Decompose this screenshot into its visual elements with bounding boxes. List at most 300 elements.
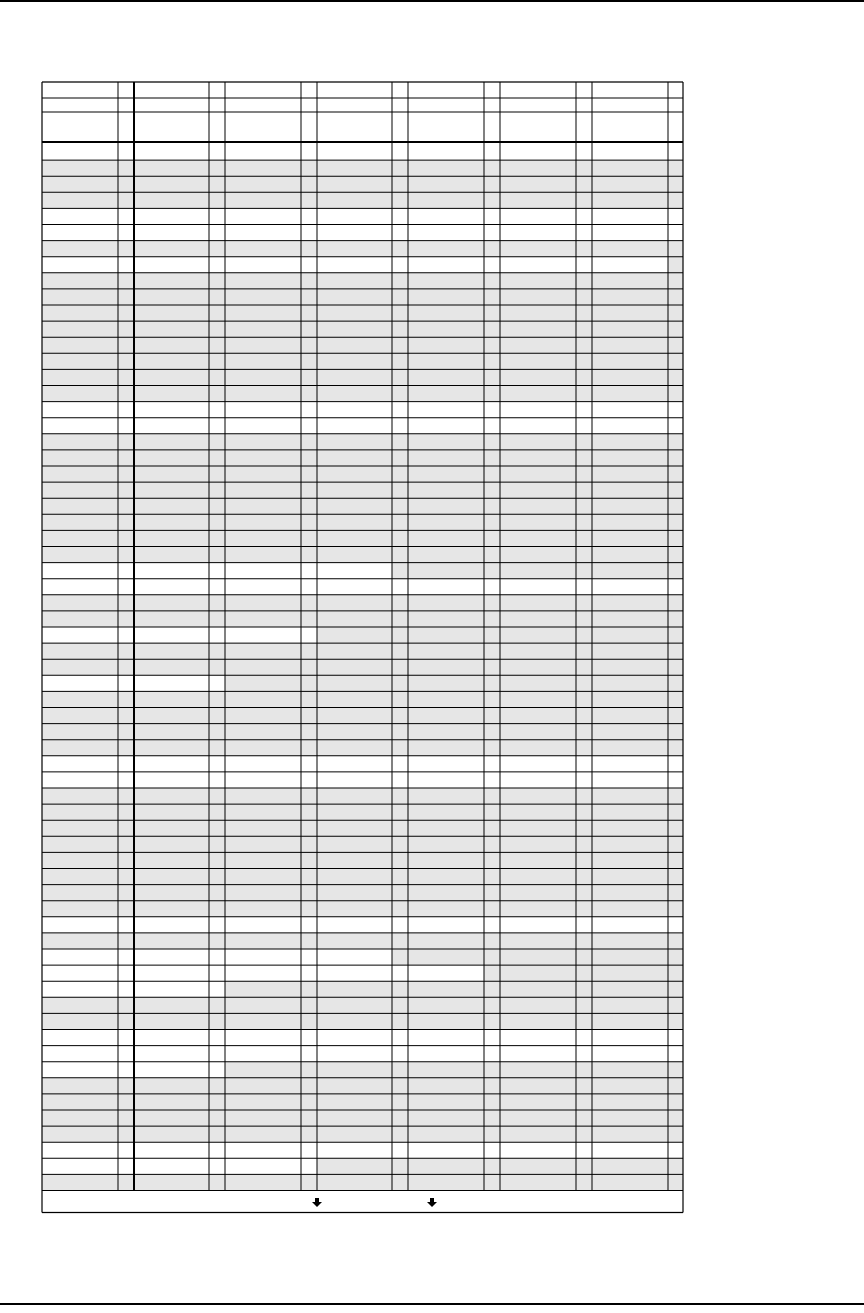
table-cell <box>134 659 209 675</box>
table-cell <box>500 321 576 337</box>
table-cell <box>408 257 484 273</box>
table-cell <box>500 643 576 659</box>
table-cell <box>118 820 134 836</box>
table-cell <box>500 949 576 965</box>
table-cell <box>209 144 225 160</box>
table-cell <box>392 675 408 691</box>
table-cell <box>225 305 301 321</box>
table-cell <box>134 1030 209 1046</box>
table-cell <box>484 1078 500 1094</box>
table-cell <box>225 450 301 466</box>
table-cell <box>301 466 317 482</box>
table-cell <box>118 917 134 933</box>
table-cell <box>592 192 668 208</box>
table-cell <box>576 1013 592 1029</box>
table-cell <box>225 353 301 369</box>
table-cell <box>42 530 118 546</box>
table-cell <box>118 160 134 176</box>
table-cell <box>225 756 301 772</box>
table-cell <box>576 917 592 933</box>
table-cell <box>317 466 392 482</box>
table-cell <box>225 1110 301 1126</box>
table-cell <box>668 804 683 820</box>
table-cell <box>317 434 392 450</box>
table-cell <box>225 1013 301 1029</box>
table-cell <box>668 450 683 466</box>
table-cell <box>118 1013 134 1029</box>
table-cell <box>301 1094 317 1110</box>
table-cell <box>484 257 500 273</box>
table-cell <box>500 869 576 885</box>
table-cell <box>500 965 576 981</box>
table-cell <box>118 192 134 208</box>
table-cell <box>484 788 500 804</box>
table-cell <box>42 208 118 224</box>
table-cell <box>225 740 301 756</box>
table-cell <box>42 563 118 579</box>
table-cell <box>209 1174 225 1190</box>
table-cell <box>134 1013 209 1029</box>
table-cell <box>592 1078 668 1094</box>
table-cell <box>668 289 683 305</box>
table-cell <box>42 611 118 627</box>
table-cell <box>500 691 576 707</box>
table-cell <box>209 627 225 643</box>
table-cell <box>576 756 592 772</box>
table-cell <box>392 547 408 563</box>
table-cell <box>118 965 134 981</box>
table-cell <box>668 1142 683 1158</box>
table-cell <box>301 643 317 659</box>
table-cell <box>392 724 408 740</box>
table-cell <box>225 885 301 901</box>
table-cell <box>592 514 668 530</box>
table-cell <box>500 1013 576 1029</box>
table-cell <box>576 369 592 385</box>
table-cell <box>668 305 683 321</box>
table-cell <box>42 820 118 836</box>
table-cell <box>118 273 134 289</box>
table-cell <box>408 1174 484 1190</box>
table-cell <box>392 386 408 402</box>
table-cell <box>668 659 683 675</box>
table-cell <box>668 675 683 691</box>
table-cell <box>301 579 317 595</box>
table-cell <box>576 450 592 466</box>
table-cell <box>484 691 500 707</box>
table-cell <box>225 547 301 563</box>
table-cell <box>209 997 225 1013</box>
table-cell <box>408 917 484 933</box>
table-cell <box>392 788 408 804</box>
table-cell <box>134 1126 209 1142</box>
table-cell <box>209 547 225 563</box>
table-cell <box>392 820 408 836</box>
table-cell <box>209 369 225 385</box>
table-cell <box>301 176 317 192</box>
table-cell <box>392 949 408 965</box>
table-cell <box>118 724 134 740</box>
table-cell <box>576 1094 592 1110</box>
table-cell <box>500 724 576 740</box>
table-cell <box>668 1174 683 1190</box>
table-cell <box>484 192 500 208</box>
table-cell <box>592 1110 668 1126</box>
table-cell <box>225 933 301 949</box>
table-cell <box>134 289 209 305</box>
table-cell <box>42 369 118 385</box>
table-cell <box>484 885 500 901</box>
table-cell <box>118 450 134 466</box>
table-cell <box>592 482 668 498</box>
table-cell <box>500 659 576 675</box>
table-cell <box>209 659 225 675</box>
table-cell <box>408 1046 484 1062</box>
table-cell <box>118 595 134 611</box>
table-cell <box>317 289 392 305</box>
table-cell <box>209 434 225 450</box>
table-cell <box>576 836 592 852</box>
table-cell <box>134 756 209 772</box>
table-cell <box>301 820 317 836</box>
table-cell <box>668 1062 683 1078</box>
table-cell <box>484 418 500 434</box>
table-cell <box>134 740 209 756</box>
table-cell <box>42 691 118 707</box>
table-cell <box>408 643 484 659</box>
table-cell <box>592 353 668 369</box>
table-cell <box>225 1158 301 1174</box>
table-cell <box>118 772 134 788</box>
table-cell <box>118 402 134 418</box>
table-cell <box>592 627 668 643</box>
table-cell <box>301 675 317 691</box>
table-cell <box>592 611 668 627</box>
table-cell <box>209 241 225 257</box>
table-cell <box>592 241 668 257</box>
table-cell <box>118 1158 134 1174</box>
table-cell <box>668 949 683 965</box>
table-cell <box>500 482 576 498</box>
table-cell <box>225 321 301 337</box>
table-cell <box>301 450 317 466</box>
table-cell <box>225 708 301 724</box>
table-cell <box>500 160 576 176</box>
table-cell <box>484 933 500 949</box>
table-cell <box>317 820 392 836</box>
table-cell <box>209 949 225 965</box>
table-cell <box>134 836 209 852</box>
table-cell <box>225 225 301 241</box>
table-cell <box>576 514 592 530</box>
table-cell <box>317 997 392 1013</box>
table-cell <box>301 1142 317 1158</box>
table-cell <box>576 434 592 450</box>
table-cell <box>301 160 317 176</box>
table-cell <box>576 643 592 659</box>
table-cell <box>209 611 225 627</box>
table-cell <box>484 498 500 514</box>
table-cell <box>301 144 317 160</box>
table-cell <box>392 772 408 788</box>
table-cell <box>209 1062 225 1078</box>
table-cell <box>301 788 317 804</box>
table-cell <box>408 1062 484 1078</box>
table-cell <box>392 369 408 385</box>
table-cell <box>484 1046 500 1062</box>
table-cell <box>576 708 592 724</box>
table-cell <box>209 418 225 434</box>
table-cell <box>408 997 484 1013</box>
table-cell <box>576 869 592 885</box>
table-cell <box>392 192 408 208</box>
table-cell <box>42 289 118 305</box>
table-cell <box>484 1110 500 1126</box>
table-cell <box>42 659 118 675</box>
table-cell <box>301 1174 317 1190</box>
table-cell <box>42 1158 118 1174</box>
table-cell <box>592 869 668 885</box>
table-cell <box>42 885 118 901</box>
table-cell <box>42 144 118 160</box>
table-cell <box>209 965 225 981</box>
table-cell <box>500 305 576 321</box>
table-cell <box>668 160 683 176</box>
table-cell <box>301 949 317 965</box>
table-cell <box>576 981 592 997</box>
table-cell <box>592 917 668 933</box>
table-cell <box>592 933 668 949</box>
table-cell <box>317 1158 392 1174</box>
table-cell <box>118 353 134 369</box>
table-cell <box>576 949 592 965</box>
table-cell <box>225 434 301 450</box>
table-cell <box>500 273 576 289</box>
table-cell <box>668 595 683 611</box>
table-cell <box>209 804 225 820</box>
table-cell <box>134 530 209 546</box>
table-cell <box>392 160 408 176</box>
table-cell <box>301 611 317 627</box>
table-cell <box>500 257 576 273</box>
table-cell <box>408 659 484 675</box>
table-cell <box>592 820 668 836</box>
table-cell <box>392 933 408 949</box>
table-cell <box>209 1126 225 1142</box>
table-cell <box>134 933 209 949</box>
table-cell <box>500 1078 576 1094</box>
table-cell <box>134 482 209 498</box>
table-cell <box>576 579 592 595</box>
table-cell <box>592 305 668 321</box>
table-cell <box>576 289 592 305</box>
table-cell <box>301 337 317 353</box>
table-cell <box>209 1142 225 1158</box>
table-cell <box>209 386 225 402</box>
table-cell <box>484 836 500 852</box>
table-cell <box>225 1174 301 1190</box>
table-cell <box>408 708 484 724</box>
table-cell <box>592 1174 668 1190</box>
table-cell <box>484 208 500 224</box>
table-cell <box>668 563 683 579</box>
table-cell <box>209 788 225 804</box>
table-cell <box>209 901 225 917</box>
table-cell <box>225 257 301 273</box>
table-cell <box>42 965 118 981</box>
table-cell <box>301 691 317 707</box>
table-cell <box>392 450 408 466</box>
table-cell <box>209 482 225 498</box>
table-cell <box>500 595 576 611</box>
table-cell <box>225 611 301 627</box>
table-cell <box>301 547 317 563</box>
table-cell <box>134 595 209 611</box>
table-cell <box>301 965 317 981</box>
table-cell <box>134 643 209 659</box>
table-cell <box>668 321 683 337</box>
table-cell <box>118 530 134 546</box>
table-cell <box>668 740 683 756</box>
table-cell <box>317 579 392 595</box>
table-cell <box>134 369 209 385</box>
table-cell <box>408 369 484 385</box>
table-cell <box>576 1030 592 1046</box>
table-cell <box>592 257 668 273</box>
table-cell <box>317 176 392 192</box>
table-cell <box>592 643 668 659</box>
table-cell <box>118 740 134 756</box>
table-cell <box>484 466 500 482</box>
table-cell <box>408 1142 484 1158</box>
table-cell <box>408 144 484 160</box>
table-cell <box>317 756 392 772</box>
table-cell <box>500 144 576 160</box>
table-cell <box>484 659 500 675</box>
table-cell <box>301 402 317 418</box>
table-cell <box>42 450 118 466</box>
table-cell <box>500 772 576 788</box>
table-cell <box>484 852 500 868</box>
table-cell <box>225 466 301 482</box>
table-cell <box>42 176 118 192</box>
table-cell <box>408 563 484 579</box>
table-cell <box>392 498 408 514</box>
table-cell <box>484 321 500 337</box>
table-cell <box>484 756 500 772</box>
table-cell <box>592 1030 668 1046</box>
table-cell <box>484 144 500 160</box>
table-cell <box>225 208 301 224</box>
table-cell <box>301 305 317 321</box>
table-cell <box>576 160 592 176</box>
table-cell <box>317 627 392 643</box>
table-cell <box>301 1078 317 1094</box>
table-cell <box>301 627 317 643</box>
table-cell <box>118 176 134 192</box>
table-cell <box>317 144 392 160</box>
table-cell <box>668 418 683 434</box>
table-cell <box>134 1078 209 1094</box>
table-cell <box>118 225 134 241</box>
table-cell <box>42 1094 118 1110</box>
table-cell <box>668 1110 683 1126</box>
table-cell <box>317 1062 392 1078</box>
table-cell <box>500 675 576 691</box>
table-cell <box>668 257 683 273</box>
table-cell <box>392 225 408 241</box>
table-cell <box>225 1094 301 1110</box>
table-cell <box>118 691 134 707</box>
table-cell <box>484 1158 500 1174</box>
table-cell <box>392 257 408 273</box>
table-cell <box>225 627 301 643</box>
table-cell <box>592 144 668 160</box>
table-cell <box>484 273 500 289</box>
table-cell <box>317 353 392 369</box>
table-cell <box>317 869 392 885</box>
table-cell <box>118 1030 134 1046</box>
table-cell <box>408 933 484 949</box>
table-cell <box>484 160 500 176</box>
table-cell <box>392 1174 408 1190</box>
table-cell <box>118 1094 134 1110</box>
table-cell <box>392 611 408 627</box>
table-cell <box>484 402 500 418</box>
table-cell <box>408 595 484 611</box>
table-cell <box>668 369 683 385</box>
table-cell <box>484 595 500 611</box>
table-cell <box>225 337 301 353</box>
table-cell <box>209 981 225 997</box>
table-cell <box>392 1030 408 1046</box>
table-cell <box>118 241 134 257</box>
table-cell <box>134 1142 209 1158</box>
table-cell <box>209 756 225 772</box>
table-cell <box>134 208 209 224</box>
table-cell <box>317 1142 392 1158</box>
table-cell <box>134 724 209 740</box>
table-cell <box>301 241 317 257</box>
table-cell <box>592 1158 668 1174</box>
table-cell <box>317 305 392 321</box>
table-cell <box>301 289 317 305</box>
table-cell <box>408 885 484 901</box>
table-cell <box>408 772 484 788</box>
table-cell <box>668 514 683 530</box>
table-cell <box>209 836 225 852</box>
table-cell <box>500 289 576 305</box>
table-cell <box>301 208 317 224</box>
table-cell <box>134 708 209 724</box>
table-cell <box>484 772 500 788</box>
table-cell <box>134 1110 209 1126</box>
table-cell <box>225 901 301 917</box>
table-cell <box>301 434 317 450</box>
table-cell <box>500 885 576 901</box>
table-cell <box>668 402 683 418</box>
table-cell <box>317 788 392 804</box>
table-cell <box>134 402 209 418</box>
table-cell <box>209 530 225 546</box>
table-cell <box>225 1046 301 1062</box>
table-cell <box>408 225 484 241</box>
table-cell <box>209 353 225 369</box>
table-cell <box>118 627 134 643</box>
table-cell <box>392 997 408 1013</box>
table-cell <box>592 836 668 852</box>
table-cell <box>301 724 317 740</box>
